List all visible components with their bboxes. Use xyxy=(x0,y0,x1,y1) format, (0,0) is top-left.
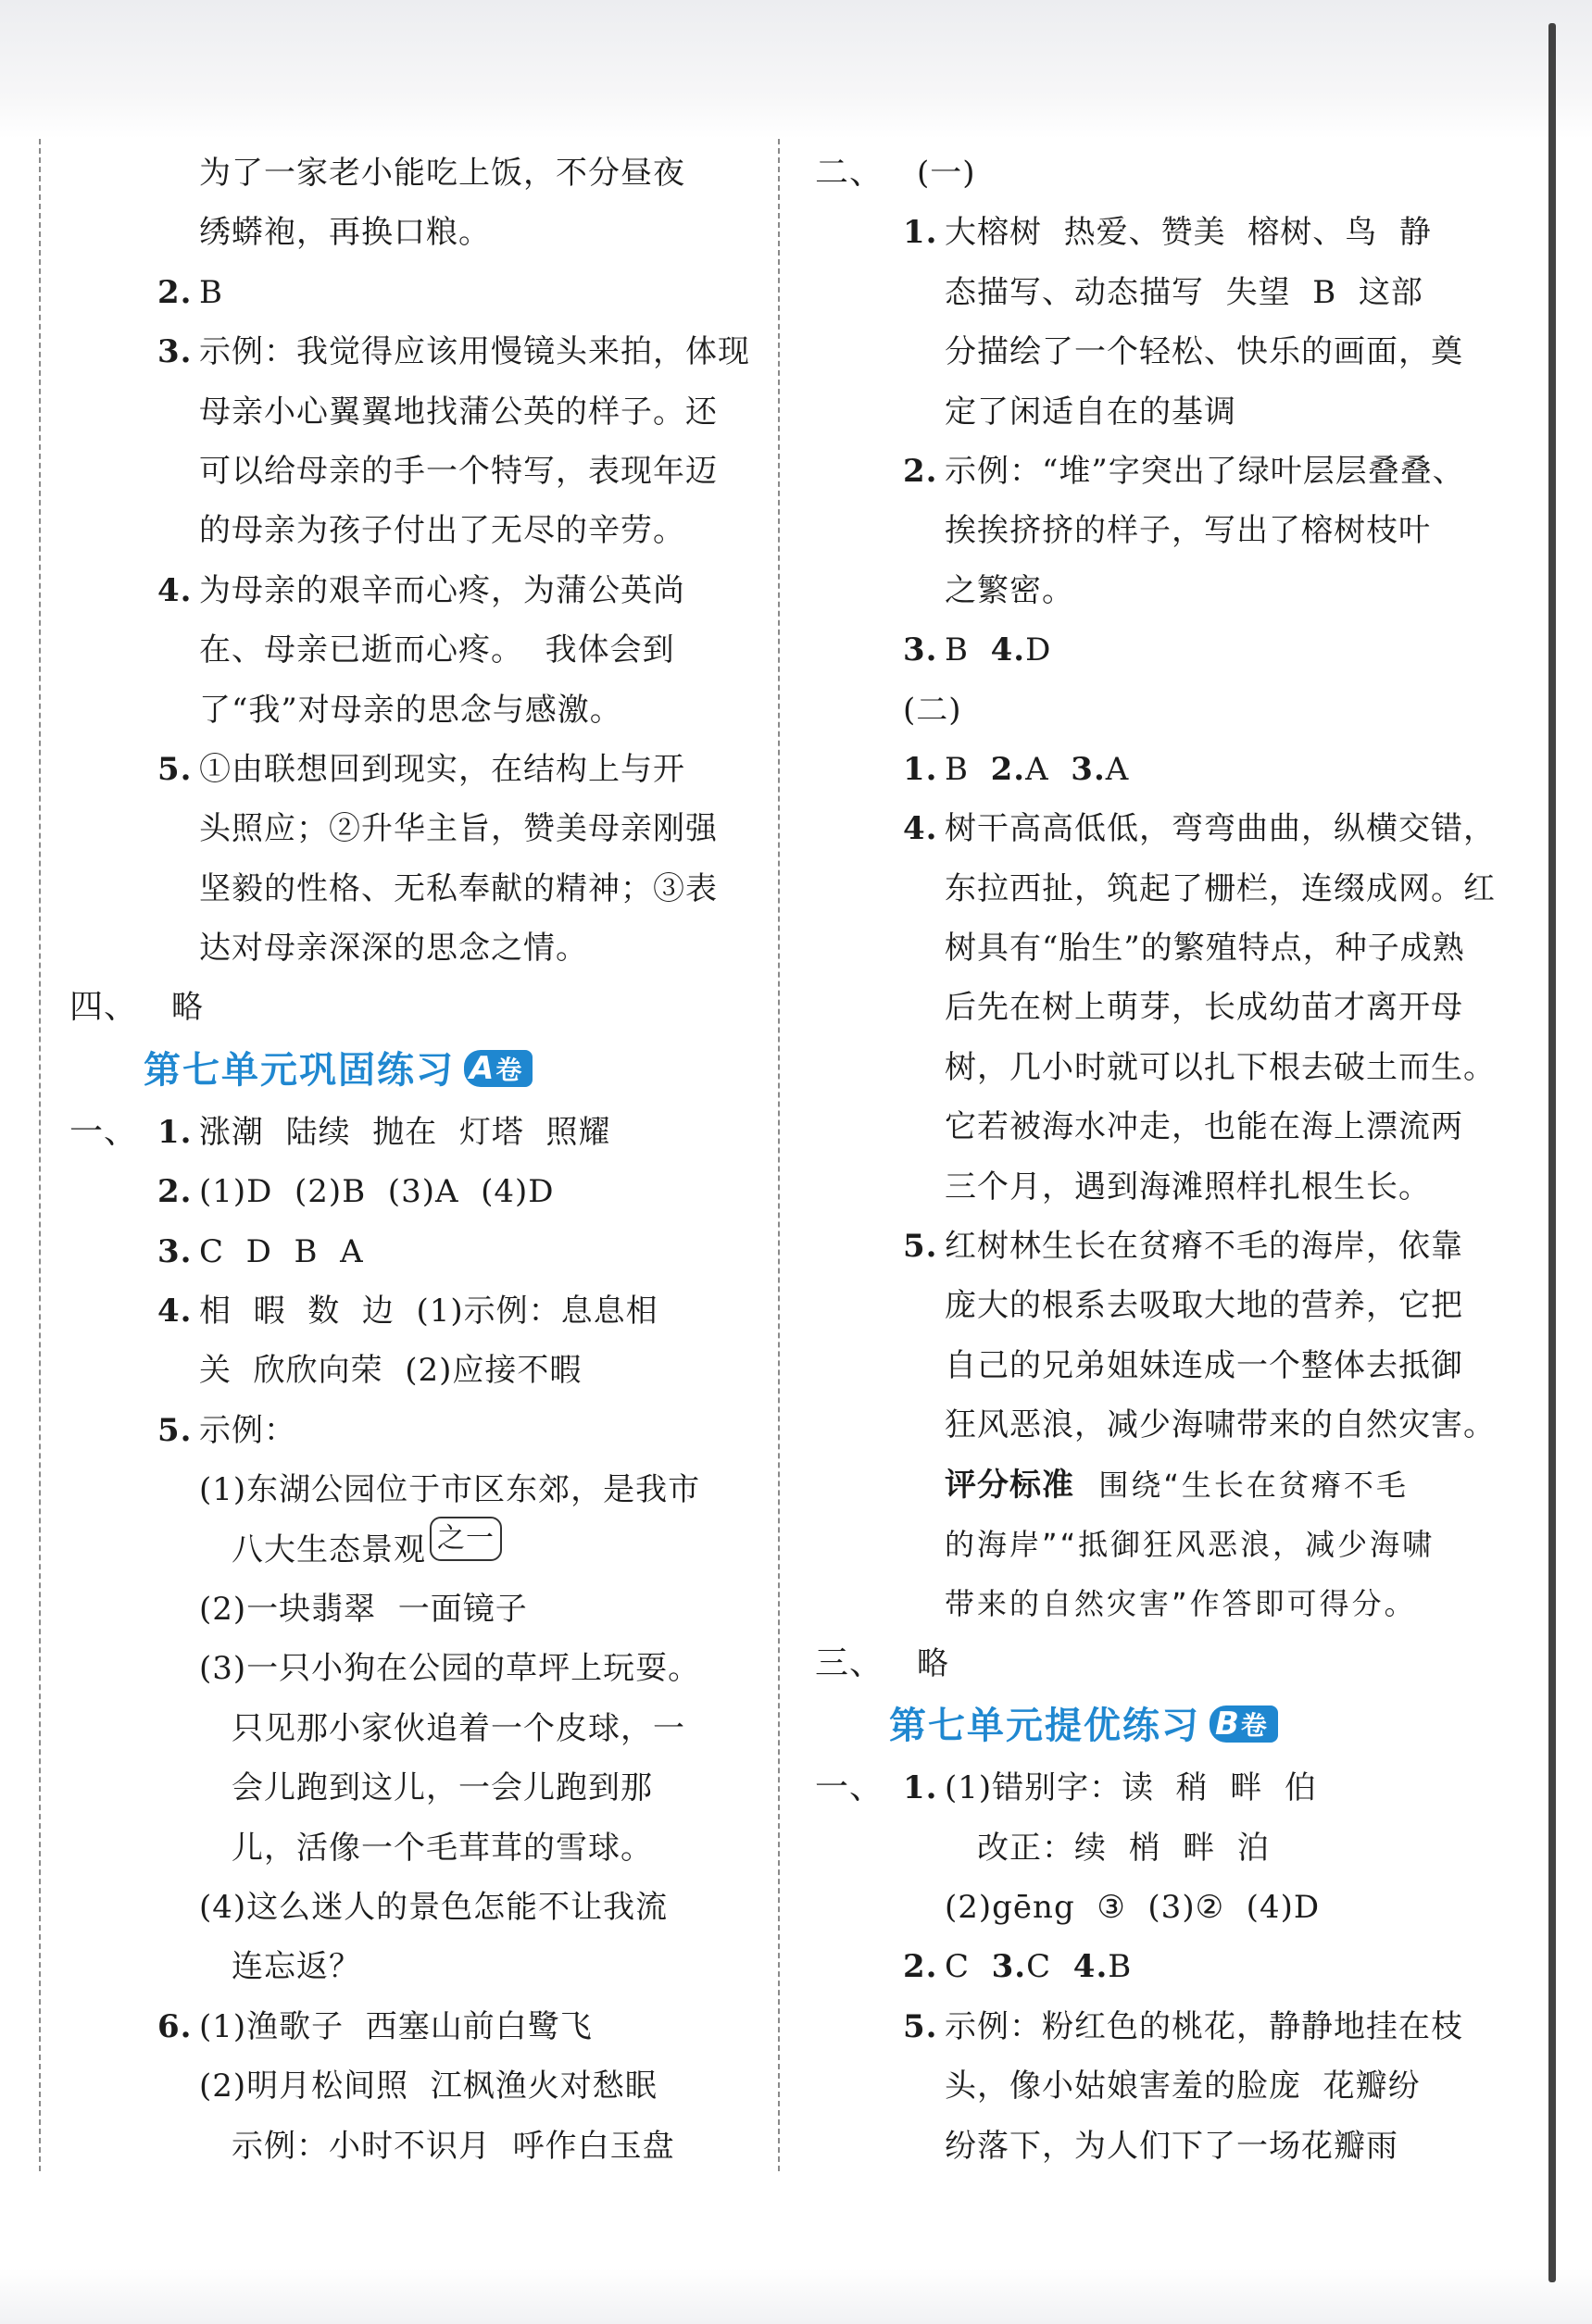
answer-line xyxy=(815,1217,1496,1276)
answer-text-part: 示例：小时不识月 呼作白玉盘 xyxy=(232,2127,675,2165)
question-number: 2. xyxy=(903,452,938,490)
handwritten-correction-note: 之一 xyxy=(430,1517,502,1561)
answer-line xyxy=(69,1997,746,2056)
section-label: 三、 xyxy=(815,1643,884,1682)
answer-text xyxy=(199,1401,296,1460)
answer-text-part: 儿，活像一个毛茸茸的雪球。 xyxy=(232,1829,653,1867)
answer-line xyxy=(69,144,746,203)
answer-line xyxy=(69,740,746,799)
answer-text-part: 绣蟒袍，再换口粮。 xyxy=(199,214,491,252)
answer-text xyxy=(945,799,1496,858)
answer-line xyxy=(69,2117,746,2176)
unit-title-text: 第七单元巩固练习 xyxy=(144,1048,455,1092)
answer-text xyxy=(945,1276,1463,1335)
section-label: 二、 xyxy=(815,154,884,192)
answer-line xyxy=(69,1162,746,1221)
scoring-label: 评分标准 xyxy=(945,1466,1074,1504)
answer-text-part: B xyxy=(1108,1948,1133,1986)
answer-text-part: 了“我”对母亲的思念与感激。 xyxy=(199,691,622,729)
answer-text xyxy=(945,322,1463,381)
answer-text xyxy=(945,620,1051,680)
answer-text-part: 红树林生长在贫瘠不毛的海岸，依靠 xyxy=(945,1228,1463,1266)
answer-line xyxy=(69,620,746,680)
answer-text-part: 挨挨挤挤的样子，写出了榕树枝叶 xyxy=(945,512,1431,550)
answer-text-part: (二) xyxy=(903,691,962,729)
answer-text-part: 示例： xyxy=(199,1411,296,1449)
question-number: 5. xyxy=(157,750,193,788)
answer-line xyxy=(815,2117,1496,2176)
answer-line xyxy=(69,1520,746,1580)
answer-text xyxy=(199,620,675,680)
answer-text xyxy=(199,740,685,799)
answer-text xyxy=(199,1580,528,1639)
answer-text xyxy=(199,799,718,858)
answer-line xyxy=(815,978,1496,1037)
answer-text-part: 树，几小时就可以扎下根去破土而生。 xyxy=(945,1048,1496,1086)
answer-text xyxy=(977,1818,1270,1878)
answer-text xyxy=(945,1217,1463,1276)
answer-text-part: 关 欣欣向荣 (2)应接不暇 xyxy=(199,1352,583,1390)
answer-text-part: B xyxy=(945,631,991,669)
answer-line xyxy=(815,1758,1496,1818)
answer-text-part: 大榕树 热爱、赞美 榕树、鸟 静 xyxy=(945,214,1432,252)
answer-text xyxy=(199,382,718,442)
answer-text-part: 它若被海水冲走，也能在海上漂流两 xyxy=(945,1108,1463,1146)
page-top-shading xyxy=(0,0,1592,139)
answer-text xyxy=(945,1997,1463,2056)
answer-line xyxy=(815,1997,1496,2056)
answer-line xyxy=(815,1157,1496,1217)
answer-line xyxy=(815,144,1496,203)
answer-text xyxy=(199,681,622,740)
answer-line xyxy=(69,263,746,322)
question-number: 1. xyxy=(903,750,938,788)
answer-line xyxy=(69,1699,746,1758)
answer-line xyxy=(815,620,1496,680)
answer-text-part: 八大生态景观 xyxy=(232,1531,426,1568)
answer-text xyxy=(945,978,1463,1037)
answer-text-part: 树具有“胎生”的繁殖特点，种子成熟 xyxy=(945,930,1465,968)
question-number: 1. xyxy=(157,1113,193,1151)
answer-text-part: 改正：续 梢 畔 泊 xyxy=(977,1829,1270,1867)
answer-line xyxy=(815,799,1496,858)
answer-line xyxy=(815,1693,1496,1758)
scoring-text xyxy=(945,1574,1417,1633)
scoring-criteria xyxy=(945,1456,1409,1515)
section-label: 一、 xyxy=(69,1112,139,1151)
answer-line xyxy=(815,1456,1496,1515)
answer-line xyxy=(69,322,750,381)
answer-line xyxy=(815,1097,1496,1156)
question-number: 6. xyxy=(157,2007,193,2045)
answer-text-part: A xyxy=(1025,750,1072,788)
answer-line xyxy=(815,1634,1496,1693)
section-text: 略 xyxy=(171,989,204,1027)
answer-text-part: (4)这么迷人的景色怎能不让我流 xyxy=(199,1888,669,1926)
answer-text: (1)错别字：读 稍 畔 伯 xyxy=(945,1769,1318,1807)
answer-text-part: 后先在树上萌芽，长成幼苗才离开母 xyxy=(945,989,1463,1027)
unit-title xyxy=(144,1038,533,1103)
answer-line xyxy=(815,1574,1496,1633)
answer-text xyxy=(199,1341,582,1400)
answer-line xyxy=(69,1103,746,1162)
answer-text xyxy=(199,1222,364,1281)
answer-text-part: 坚毅的性格、无私奉献的精神；③表 xyxy=(199,869,718,907)
question-number: 2. xyxy=(157,273,193,311)
section-text: (一) xyxy=(917,155,976,192)
answer-text xyxy=(199,144,685,203)
answer-line xyxy=(69,799,746,858)
answer-text-part: 的母亲为孩子付出了无尽的辛劳。 xyxy=(199,512,685,550)
answer-text-part: 在、母亲已逝而心疼。 我体会到 xyxy=(199,631,675,669)
answer-line xyxy=(69,681,746,740)
question-number: 2. xyxy=(903,1948,938,1986)
paper-badge-text: 卷 xyxy=(495,1054,524,1085)
question-number: 4. xyxy=(990,631,1026,669)
answer-text-part: (1)渔歌子 西塞山前白鹭飞 xyxy=(199,2007,593,2045)
answer-text-part: (2)gēng ③ (3)② (4)D xyxy=(945,1888,1321,1926)
column-divider-dashed-line xyxy=(778,139,780,2171)
answer-text-part: 狂风恶浪，减少海啸带来的自然灾害。 xyxy=(945,1406,1496,1444)
answer-line xyxy=(69,1460,746,1519)
answer-text-part: 定了闲适自在的基调 xyxy=(945,393,1236,431)
answer-line xyxy=(69,561,746,620)
answer-text-part: C D B A xyxy=(199,1232,364,1270)
answer-line xyxy=(815,1515,1496,1574)
answer-line xyxy=(69,1222,746,1281)
answer-text xyxy=(199,859,718,918)
answer-line xyxy=(69,1401,746,1460)
answer-text xyxy=(199,1460,700,1519)
answer-text xyxy=(199,263,223,322)
question-number: 4. xyxy=(1072,1948,1109,1986)
answer-text-part: 母亲小心翼翼地找蒲公英的样子。还 xyxy=(199,393,718,431)
answer-text-part: B xyxy=(945,750,991,788)
answer-text xyxy=(945,561,1074,620)
answer-line xyxy=(815,442,1496,501)
question-number: 5. xyxy=(157,1411,193,1449)
answer-text-part: D xyxy=(1025,631,1052,669)
question-number: 3. xyxy=(157,1232,193,1270)
question-number: 5. xyxy=(903,2007,938,2045)
answer-text-part: 会儿跑到这儿，一会儿跑到那 xyxy=(232,1769,653,1807)
answer-line xyxy=(69,1639,746,1698)
answer-text-part: (2)一块翡翠 一面镜子 xyxy=(199,1590,528,1628)
answer-line xyxy=(69,859,746,918)
answer-text-part: 相 暇 数 边 (1)示例：息息相 xyxy=(199,1293,658,1331)
answer-text xyxy=(945,382,1236,442)
question-number: 1. xyxy=(903,1769,938,1807)
answer-text-part: (1)D (2)B (3)A (4)D xyxy=(199,1173,555,1211)
question-number: 4. xyxy=(157,1293,193,1331)
scoring-text xyxy=(945,1515,1435,1574)
question-number: 3. xyxy=(1071,750,1106,788)
answer-text-part: A xyxy=(1105,750,1130,788)
answer-text xyxy=(945,1395,1496,1455)
answer-text-part: 为母亲的艰辛而心疼，为蒲公英尚 xyxy=(199,571,685,609)
answer-text xyxy=(232,1520,502,1580)
answer-text xyxy=(199,1878,668,1937)
question-number: 2. xyxy=(990,750,1026,788)
answer-line xyxy=(815,1937,1496,1996)
answer-text xyxy=(199,1162,555,1221)
answer-text xyxy=(945,501,1431,560)
answer-line xyxy=(815,561,1496,620)
answer-text xyxy=(199,561,685,620)
question-number: 3. xyxy=(991,1948,1027,1986)
answer-line xyxy=(69,1937,746,1996)
answer-text-part: 带来的自然灾害”作答即可得分。 xyxy=(945,1586,1417,1622)
answer-line xyxy=(815,1878,1496,1937)
answer-text xyxy=(945,1336,1463,1395)
answer-text xyxy=(232,2117,675,2176)
answer-line xyxy=(815,322,1496,381)
answer-line xyxy=(815,1818,1496,1878)
question-number: 3. xyxy=(903,631,938,669)
paper-badge-letter: B xyxy=(1215,1706,1241,1743)
paper-badge xyxy=(1210,1706,1278,1743)
answer-line xyxy=(69,382,746,442)
section-label: 一、 xyxy=(815,1768,884,1807)
answer-text xyxy=(199,2056,658,2116)
answer-text xyxy=(945,859,1496,918)
answer-line xyxy=(815,740,1496,799)
section-label: 四、 xyxy=(69,988,139,1027)
answer-text-part: 头，像小姑娘害羞的脸庞 花瓣纷 xyxy=(945,2068,1421,2105)
unit-title-text: 第七单元提优练习 xyxy=(889,1705,1200,1748)
answer-text-part: 为了一家老小能吃上饭，不分昼夜 xyxy=(199,155,685,192)
answer-text xyxy=(232,1818,653,1878)
answer-line xyxy=(815,382,1496,442)
answer-text xyxy=(199,1281,658,1341)
paper-badge xyxy=(464,1050,533,1087)
answer-text-part: 达对母亲深深的思念之情。 xyxy=(199,930,588,968)
answer-text-part: 态描写、动态描写 失望 B 这部 xyxy=(945,273,1423,311)
answer-text xyxy=(232,1758,653,1818)
answer-line xyxy=(815,1276,1496,1335)
answer-line xyxy=(69,918,746,978)
answer-line xyxy=(815,859,1496,918)
answer-text-part: 之繁密。 xyxy=(945,571,1074,609)
answer-line xyxy=(69,501,746,560)
answer-text-part: 只见那小家伙追着一个皮球，一 xyxy=(232,1709,685,1747)
paper-badge-letter: A xyxy=(470,1049,496,1087)
answer-line xyxy=(69,2056,746,2116)
answer-text xyxy=(945,1157,1431,1217)
answer-text xyxy=(199,918,588,978)
answer-line xyxy=(69,1281,746,1341)
unit-title xyxy=(889,1693,1278,1758)
answer-text xyxy=(199,203,491,262)
answer-line xyxy=(815,203,1496,262)
answer-line xyxy=(69,1758,746,1818)
paper-badge-text: 卷 xyxy=(1240,1710,1269,1742)
answer-text xyxy=(945,1097,1463,1156)
question-number: 2. xyxy=(157,1173,193,1211)
answer-text xyxy=(945,1038,1496,1097)
answer-text-part: 的海岸”“抵御狂风恶浪，减少海啸 xyxy=(945,1526,1435,1562)
answer-text-part: B xyxy=(199,273,223,311)
answer-text-part: 分描绘了一个轻松、快乐的画面，奠 xyxy=(945,333,1463,371)
page-binding-edge xyxy=(1548,23,1556,2282)
answer-text xyxy=(945,2117,1398,2176)
answer-text xyxy=(199,442,718,501)
answer-line xyxy=(69,1878,746,1937)
answer-text-part: 示例：“堆”字突出了绿叶层层叠叠、 xyxy=(945,452,1465,490)
answer-text xyxy=(199,322,750,381)
answer-text-part: ①由联想回到现实，在结构上与开 xyxy=(199,750,685,788)
answer-line xyxy=(69,1818,746,1878)
question-number: 5. xyxy=(903,1228,938,1266)
answer-text xyxy=(945,1878,1320,1937)
right-answer-column xyxy=(815,144,1496,2176)
answer-line xyxy=(815,2056,1496,2116)
question-number: 4. xyxy=(157,571,193,609)
answer-text xyxy=(945,918,1465,978)
answer-text xyxy=(945,442,1465,501)
answer-line xyxy=(69,978,746,1037)
answer-text-part: 连忘返？ xyxy=(232,1948,361,1986)
answer-text-part: 可以给母亲的手一个特写，表现年迈 xyxy=(199,452,718,490)
answer-line xyxy=(815,918,1496,978)
answer-text-part: 庞大的根系去吸取大地的营养，它把 xyxy=(945,1287,1463,1325)
answer-text-part: 三个月，遇到海滩照样扎根生长。 xyxy=(945,1168,1431,1206)
answer-line xyxy=(69,442,746,501)
answer-line xyxy=(815,1395,1496,1455)
answer-line xyxy=(815,501,1496,560)
answer-text xyxy=(945,1937,1132,1996)
answer-text-part: 东拉西扯，筑起了栅栏，连缀成网。红 xyxy=(945,869,1496,907)
question-number: 3. xyxy=(157,333,193,371)
answer-line xyxy=(815,681,1496,740)
answer-text xyxy=(945,203,1432,262)
answer-text-part: 纷落下，为人们下了一场花瓣雨 xyxy=(945,2127,1398,2165)
answer-text-part: C xyxy=(1026,1948,1073,1986)
answer-text xyxy=(232,1937,361,1996)
section-text: 略 xyxy=(917,1644,949,1682)
answer-text xyxy=(945,2056,1421,2116)
answer-line xyxy=(815,1038,1496,1097)
page-bottom-shading xyxy=(0,2268,1592,2324)
left-answer-column xyxy=(69,144,750,2176)
answer-text-part: C xyxy=(945,1948,992,1986)
answer-line xyxy=(69,1038,746,1103)
answer-text: 涨潮 陆续 抛在 灯塔 照耀 xyxy=(199,1113,611,1151)
answer-text xyxy=(199,1997,593,2056)
answer-text-part: 示例：我觉得应该用慢镜头来拍，体现 xyxy=(199,333,750,371)
answer-line xyxy=(69,1580,746,1639)
answer-text xyxy=(199,1639,700,1698)
answer-text xyxy=(945,740,1129,799)
answer-line xyxy=(815,263,1496,322)
answer-text-part: 头照应；②升华主旨，赞美母亲刚强 xyxy=(199,810,718,848)
answer-text xyxy=(232,1699,685,1758)
answer-line xyxy=(69,1341,746,1400)
answer-text-part: 示例：粉红色的桃花，静静地挂在枝 xyxy=(945,2007,1463,2045)
answer-text-part: (3)一只小狗在公园的草坪上玩耍。 xyxy=(199,1650,701,1688)
left-margin-dashed-line xyxy=(39,139,41,2171)
answer-text xyxy=(945,263,1423,322)
answer-text xyxy=(199,501,685,560)
answer-text xyxy=(903,681,962,740)
scoring-text: 围绕“生长在贫瘠不毛 xyxy=(1074,1467,1409,1503)
answer-text-part: 自己的兄弟姐妹连成一个整体去抵御 xyxy=(945,1346,1463,1384)
answer-line xyxy=(815,1336,1496,1395)
question-number: 1. xyxy=(903,214,938,252)
answer-text-part: (1)东湖公园位于市区东郊，是我市 xyxy=(199,1471,701,1509)
question-number: 4. xyxy=(903,810,938,848)
answer-line xyxy=(69,203,746,262)
answer-text-part: 树干高高低低，弯弯曲曲，纵横交错， xyxy=(945,810,1496,848)
answer-text-part: (2)明月松间照 江枫渔火对愁眠 xyxy=(199,2068,658,2105)
